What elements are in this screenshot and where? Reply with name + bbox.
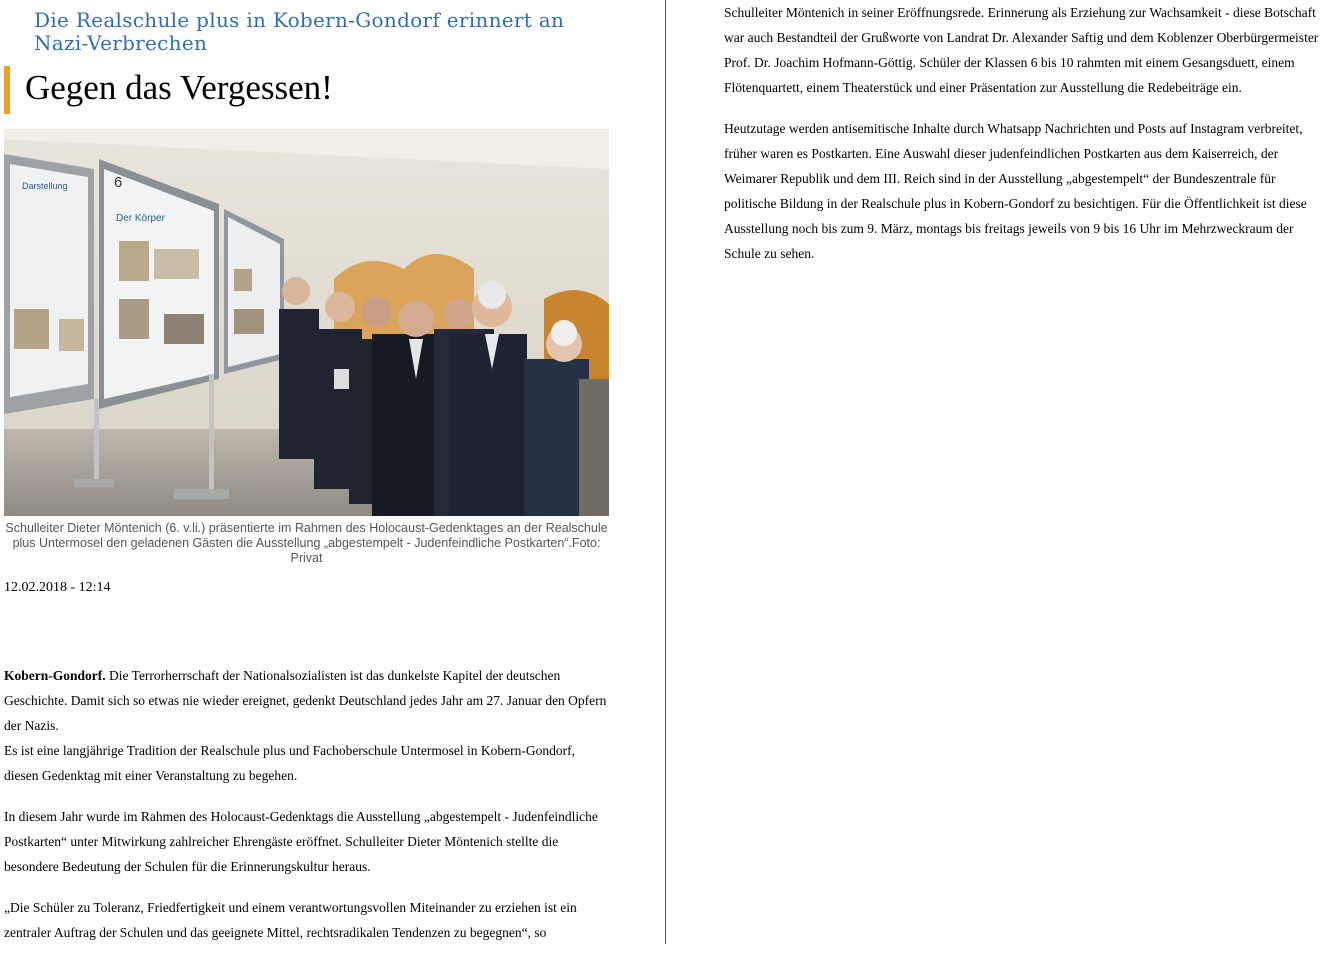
- paragraph-intro-text: Die Terrorherrschaft der Nationalsozialisten ist das dunkelste Kapitel der deutschen Geschichte. Damit sich so etwas nie wieder ereignet, gedenkt Deutschland jedes Jahr am 27. Januar den Opfern der Nazis.: [4, 668, 607, 733]
- panel-heading: Der Körper: [116, 213, 165, 224]
- photo-illustration: [4, 129, 609, 516]
- headline-accent-bar: [4, 66, 10, 114]
- photo-caption: Schulleiter Dieter Möntenich (6. v.li.) präsentierte im Rahmen des Holocaust-Gedenktages an der Realschule plus Untermosel den geladenen Gästen die Ausstellung „abgestempelt - Judenfeindliche Postkarten“.Foto: Privat: [5, 521, 608, 565]
- article-body-left: [4, 663, 610, 961]
- article-body-right: [724, 0, 1326, 282]
- paragraph-r2: Heutzutage werden antisemitische Inhalte durch Whatsapp Nachrichten und Posts auf Instagram verbreitet, früher waren es Postkarten. Eine Auswahl dieser judenfeindlichen Postkarten aus dem Kaiserreich, der Weimarer Republik und dem III. Reich sind in der Ausstellung „abgestempelt“ der Bundeszentrale für politische Bildung in der Realschule plus in Kobern-Gondorf zu besichtigen. Für die Öffentlichkeit ist diese Ausstellung noch bis zum 9. März, montags bis freitags jeweils von 9 bis 16 Uhr im Mehrzweckraum der Schule zu sehen.: [724, 121, 1307, 261]
- article-photo: [4, 129, 609, 516]
- paragraph-intro: [4, 663, 610, 788]
- article-headline: Gegen das Vergessen!: [25, 68, 333, 107]
- article-kicker: Die Realschule plus in Kobern-Gondorf erinnert an Nazi-Verbrechen: [34, 8, 565, 55]
- column-divider: [665, 0, 666, 944]
- panel-left-label: Darstellung: [22, 181, 68, 191]
- paragraph-3: „Die Schüler zu Toleranz, Friedfertigkeit und einem verantwortungsvollen Miteinander zu erziehen ist ein zentraler Auftrag der Schulen und das geeignete Mittel, rechtsradikalen Tendenzen zu begegnen“, so: [4, 900, 577, 940]
- headline-block: [4, 66, 604, 114]
- panel-number: 6: [114, 174, 123, 191]
- paragraph-intro-text-2: Es ist eine langjährige Tradition der Realschule plus und Fachoberschule Untermosel in Kobern-Gondorf, diesen Gedenktag mit einer Veranstaltung zu begehen.: [4, 743, 576, 783]
- paragraph-r1: Schulleiter Möntenich in seiner Eröffnungsrede. Erinnerung als Erziehung zur Wachsamkeit - diese Botschaft war auch Bestandteil der Grußworte von Landrat Dr. Alexander Saftig und dem Koblenzer Oberbürgermeister Prof. Dr. Joachim Hofmann-Göttig. Schüler der Klassen 6 bis 10 rahmten mit einem Gesangsduett, einem Flötenquartett, einem Theaterstück und einer Präsentation zur Ausstellung die Redebeiträge ein.: [724, 5, 1319, 95]
- paragraph-lead: Kobern-Gondorf.: [4, 668, 106, 683]
- paragraph-2: In diesem Jahr wurde im Rahmen des Holocaust-Gedenktags die Ausstellung „abgestempelt - Judenfeindliche Postkarten“ unter Mitwirkung zahlreicher Ehrengäste eröffnet. Schulleiter Dieter Möntenich stellte die besondere Bedeutung der Schulen für die Erinnerungskultur heraus.: [4, 809, 598, 874]
- publish-date: 12.02.2018 - 12:14: [4, 580, 111, 595]
